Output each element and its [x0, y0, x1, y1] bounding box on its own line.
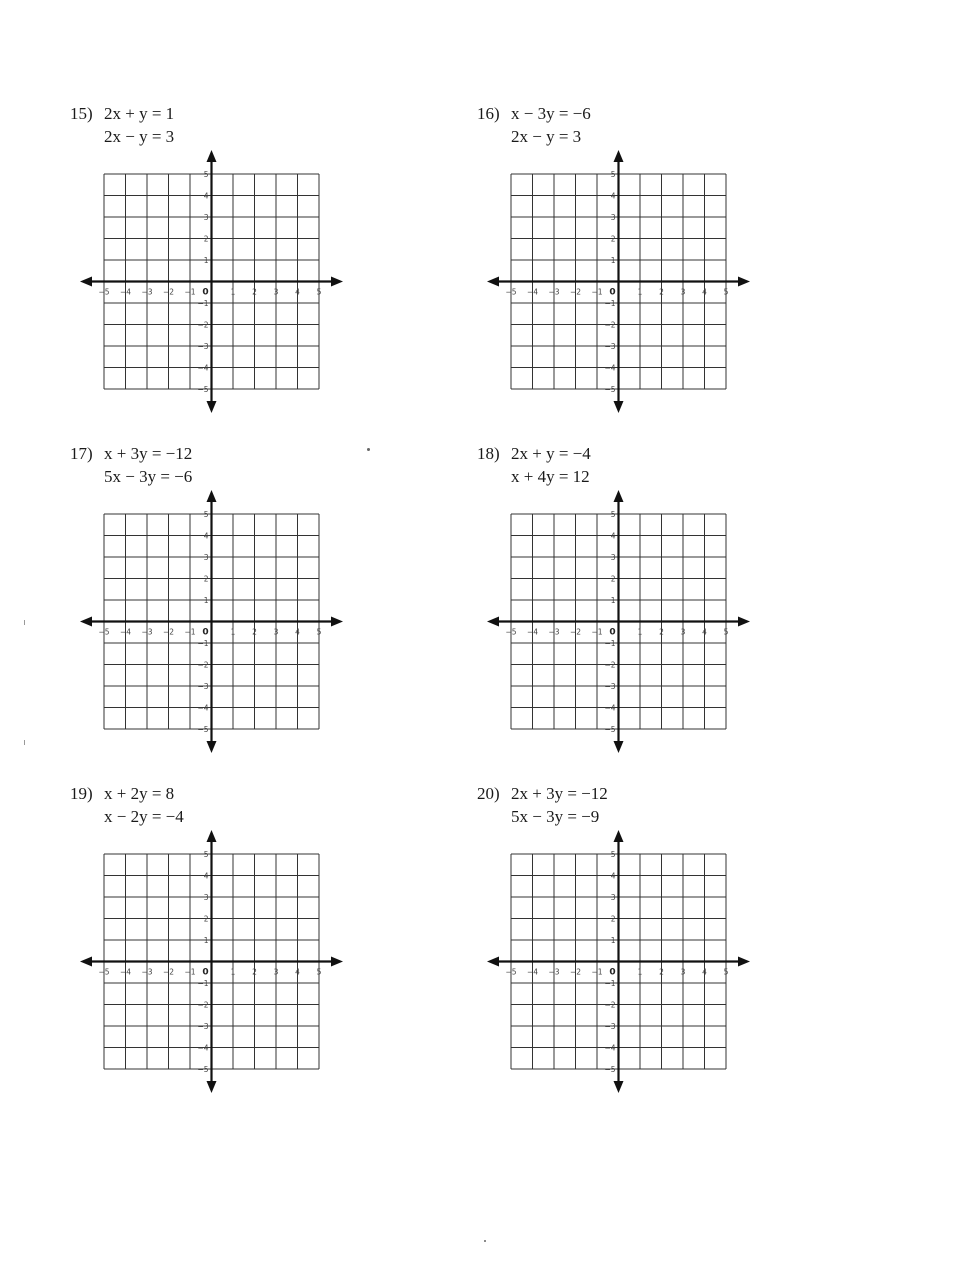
y-tick-label: −3	[197, 682, 209, 691]
x-tick-label: 0	[202, 627, 209, 638]
scan-mark	[24, 620, 25, 625]
x-tick-label: 2	[252, 287, 257, 297]
x-tick-label: −3	[141, 967, 153, 977]
x-tick-label: 1	[230, 287, 236, 297]
x-tick-label: 4	[702, 287, 707, 297]
y-tick-label: 1	[203, 596, 209, 605]
y-tick-label: 2	[610, 234, 616, 244]
y-tick-label: 2	[203, 914, 209, 924]
x-tick-label: 1	[637, 967, 643, 977]
y-axis-arrow-up	[614, 490, 624, 502]
y-tick-label: −4	[197, 703, 209, 713]
x-tick-label: 2	[252, 627, 257, 637]
x-axis-arrow-left	[80, 617, 92, 627]
problem-number: 17)	[70, 444, 93, 463]
problem-number: 16)	[477, 104, 500, 123]
x-tick-label: 1	[637, 287, 643, 297]
x-axis-arrow-right	[738, 277, 750, 287]
y-tick-label: −1	[604, 299, 616, 308]
x-tick-label: 0	[202, 967, 209, 978]
y-tick-label: 5	[610, 170, 616, 179]
y-axis-arrow-down	[614, 741, 624, 753]
y-tick-label: 3	[610, 893, 616, 902]
y-tick-label: −4	[197, 363, 209, 373]
y-tick-label: 5	[203, 170, 209, 179]
y-tick-label: 3	[203, 893, 209, 902]
equation-2: x − 2y = −4	[104, 807, 184, 826]
x-tick-label: −4	[119, 287, 132, 297]
y-tick-label: 4	[610, 871, 616, 881]
x-tick-label: −2	[162, 627, 175, 637]
x-tick-label: 1	[637, 627, 643, 637]
problem-number: 15)	[70, 104, 93, 123]
y-tick-label: −5	[604, 725, 616, 734]
scan-speck	[484, 1240, 486, 1242]
y-tick-label: −2	[197, 1000, 209, 1010]
y-tick-label: −1	[604, 979, 616, 988]
x-axis-arrow-right	[738, 617, 750, 627]
scan-speck	[367, 448, 370, 451]
y-tick-label: 2	[203, 574, 209, 584]
y-tick-label: −2	[197, 320, 209, 330]
equation-2: 2x − y = 3	[511, 127, 582, 146]
coordinate-grid[interactable]	[76, 150, 356, 420]
x-tick-label: −5	[98, 287, 110, 297]
x-tick-label: −1	[184, 967, 196, 977]
x-tick-label: −3	[548, 287, 560, 297]
x-tick-label: −2	[162, 287, 175, 297]
x-tick-label: 3	[680, 627, 686, 637]
x-axis-arrow-right	[331, 957, 343, 967]
x-tick-label: −5	[505, 287, 517, 297]
x-axis-arrow-right	[331, 617, 343, 627]
x-tick-label: −2	[162, 967, 175, 977]
problem-20	[477, 782, 777, 1112]
y-tick-label: −4	[604, 1043, 616, 1053]
y-tick-label: 3	[203, 213, 209, 222]
x-tick-label: 4	[295, 627, 300, 637]
y-tick-label: −5	[604, 1065, 616, 1074]
y-axis-arrow-up	[614, 150, 624, 162]
y-tick-label: 1	[203, 936, 209, 945]
x-tick-label: 3	[273, 967, 279, 977]
x-tick-label: 5	[723, 967, 729, 977]
x-tick-label: 1	[230, 627, 236, 637]
y-tick-label: 3	[203, 553, 209, 562]
y-tick-label: 4	[203, 531, 209, 541]
y-tick-label: −3	[604, 682, 616, 691]
y-axis-arrow-down	[207, 741, 217, 753]
x-tick-label: 2	[659, 287, 664, 297]
x-axis-arrow-left	[487, 617, 499, 627]
x-tick-label: 1	[230, 967, 236, 977]
x-tick-label: 2	[252, 967, 257, 977]
y-tick-label: 4	[610, 191, 616, 201]
coordinate-grid[interactable]	[76, 490, 356, 760]
x-tick-label: 0	[609, 287, 616, 298]
y-tick-label: −1	[197, 639, 209, 648]
coordinate-grid[interactable]	[483, 830, 763, 1100]
x-tick-label: −4	[526, 627, 539, 637]
equation-1: x + 2y = 8	[104, 784, 175, 803]
y-tick-label: −4	[604, 363, 616, 373]
equation-1: 2x + y = −4	[511, 444, 591, 463]
x-tick-label: −1	[184, 627, 196, 637]
y-tick-label: 2	[610, 574, 616, 584]
x-tick-label: −2	[569, 287, 582, 297]
equation-2: 5x − 3y = −9	[511, 807, 600, 826]
equation-1: x − 3y = −6	[511, 104, 591, 123]
y-axis-arrow-up	[207, 490, 217, 502]
y-tick-label: 4	[203, 191, 209, 201]
x-tick-label: −5	[98, 967, 110, 977]
x-tick-label: −5	[98, 627, 110, 637]
y-tick-label: 2	[610, 914, 616, 924]
x-tick-label: −4	[119, 627, 132, 637]
y-tick-label: −1	[197, 299, 209, 308]
problem-number: 19)	[70, 784, 93, 803]
x-tick-label: −4	[526, 287, 539, 297]
equation-1: 2x + y = 1	[104, 104, 175, 123]
x-tick-label: −1	[591, 627, 603, 637]
problem-15	[70, 102, 370, 432]
x-tick-label: 3	[273, 287, 279, 297]
x-axis-arrow-left	[80, 277, 92, 287]
y-tick-label: −2	[604, 320, 616, 330]
x-tick-label: 0	[609, 627, 616, 638]
y-tick-label: 1	[610, 936, 616, 945]
x-axis-arrow-left	[80, 957, 92, 967]
y-tick-label: 3	[610, 213, 616, 222]
x-tick-label: 4	[295, 967, 300, 977]
y-axis-arrow-down	[614, 401, 624, 413]
y-tick-label: 5	[203, 850, 209, 859]
y-tick-label: 3	[610, 553, 616, 562]
x-tick-label: −3	[548, 967, 560, 977]
x-tick-label: 2	[659, 627, 664, 637]
x-tick-label: 2	[659, 967, 664, 977]
x-tick-label: −5	[505, 967, 517, 977]
coordinate-grid[interactable]	[483, 150, 763, 420]
x-tick-label: 3	[680, 967, 686, 977]
x-tick-label: 0	[202, 287, 209, 298]
y-tick-label: 1	[610, 256, 616, 265]
x-tick-label: −4	[526, 967, 539, 977]
y-tick-label: −2	[604, 660, 616, 670]
y-axis-arrow-down	[614, 1081, 624, 1093]
x-tick-label: 5	[316, 627, 322, 637]
y-tick-label: −1	[604, 639, 616, 648]
x-tick-label: −3	[141, 287, 153, 297]
y-tick-label: −4	[197, 1043, 209, 1053]
y-tick-label: −3	[604, 342, 616, 351]
problem-number: 20)	[477, 784, 500, 803]
x-tick-label: 0	[609, 967, 616, 978]
scan-mark	[24, 740, 25, 745]
y-tick-label: 5	[610, 510, 616, 519]
y-tick-label: 1	[203, 256, 209, 265]
x-axis-arrow-right	[331, 277, 343, 287]
y-tick-label: 1	[610, 596, 616, 605]
problem-16	[477, 102, 777, 432]
x-tick-label: −1	[184, 287, 196, 297]
x-tick-label: −1	[591, 967, 603, 977]
equation-2: 5x − 3y = −6	[104, 467, 193, 486]
x-tick-label: −3	[141, 627, 153, 637]
x-tick-label: −2	[569, 627, 582, 637]
equation-2: 2x − y = 3	[104, 127, 175, 146]
equation-1: x + 3y = −12	[104, 444, 193, 463]
y-tick-label: −2	[197, 660, 209, 670]
problem-18	[477, 442, 777, 772]
equation-2: x + 4y = 12	[511, 467, 590, 486]
x-tick-label: 3	[680, 287, 686, 297]
y-tick-label: 5	[203, 510, 209, 519]
y-tick-label: −3	[197, 342, 209, 351]
y-tick-label: −5	[197, 725, 209, 734]
x-tick-label: −1	[591, 287, 603, 297]
x-tick-label: 4	[702, 627, 707, 637]
x-tick-label: −2	[569, 967, 582, 977]
x-tick-label: −5	[505, 627, 517, 637]
y-tick-label: −3	[197, 1022, 209, 1031]
y-tick-label: 4	[610, 531, 616, 541]
y-tick-label: −1	[197, 979, 209, 988]
coordinate-grid[interactable]	[483, 490, 763, 760]
x-tick-label: 5	[316, 287, 322, 297]
y-tick-label: −2	[604, 1000, 616, 1010]
x-tick-label: 4	[702, 967, 707, 977]
x-tick-label: 5	[723, 627, 729, 637]
y-tick-label: 4	[203, 871, 209, 881]
x-tick-label: 5	[723, 287, 729, 297]
y-tick-label: −5	[604, 385, 616, 394]
y-axis-arrow-up	[614, 830, 624, 842]
x-tick-label: 5	[316, 967, 322, 977]
x-tick-label: −3	[548, 627, 560, 637]
problem-19	[70, 782, 370, 1112]
coordinate-grid[interactable]	[76, 830, 356, 1100]
x-axis-arrow-left	[487, 277, 499, 287]
equation-1: 2x + 3y = −12	[511, 784, 608, 803]
y-axis-arrow-down	[207, 1081, 217, 1093]
x-tick-label: 4	[295, 287, 300, 297]
x-tick-label: −4	[119, 967, 132, 977]
y-tick-label: −5	[197, 1065, 209, 1074]
x-tick-label: 3	[273, 627, 279, 637]
y-tick-label: −4	[604, 703, 616, 713]
x-axis-arrow-left	[487, 957, 499, 967]
y-axis-arrow-up	[207, 150, 217, 162]
problem-17	[70, 442, 370, 772]
y-tick-label: −5	[197, 385, 209, 394]
y-tick-label: 5	[610, 850, 616, 859]
y-tick-label: −3	[604, 1022, 616, 1031]
problem-number: 18)	[477, 444, 500, 463]
y-tick-label: 2	[203, 234, 209, 244]
x-axis-arrow-right	[738, 957, 750, 967]
y-axis-arrow-down	[207, 401, 217, 413]
y-axis-arrow-up	[207, 830, 217, 842]
